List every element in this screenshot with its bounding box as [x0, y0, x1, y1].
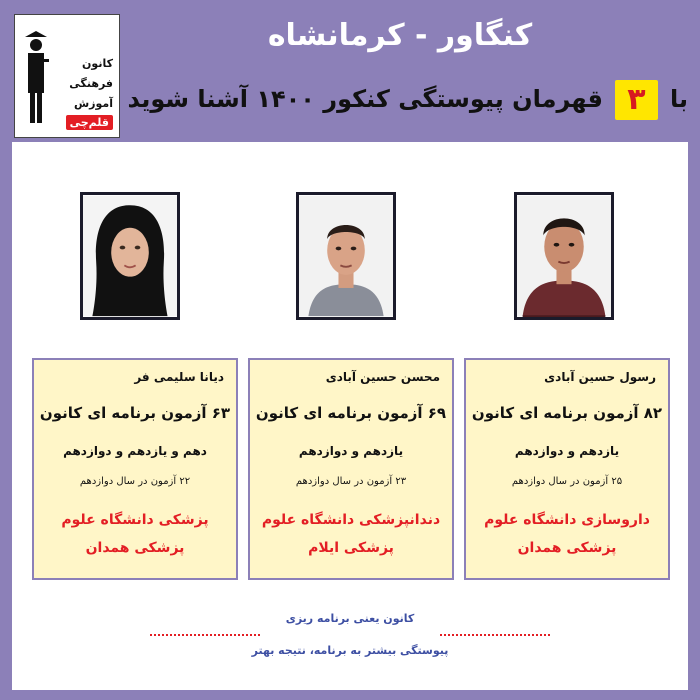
footer-slogan: کانون یعنی برنامه ریزی [285, 612, 415, 625]
subtitle-post: قهرمان پیوستگی کنکور ۱۴۰۰ آشنا شوید [127, 85, 603, 113]
portrait-boy-icon [299, 195, 393, 317]
student-twelfth-exams: ۲۵ آزمون در سال دوازدهم [511, 476, 623, 487]
footer-tagline: پیوستگی بیشتر به برنامه، نتیجه بهتر [251, 644, 449, 657]
subtitle-pre: با [669, 85, 688, 113]
student-card-mohsen [248, 358, 454, 580]
page-title: کنگاور - کرمانشاه [267, 18, 533, 53]
logo-line-4: قلم‌چی [66, 115, 113, 130]
logo-line-1: کانون [82, 57, 113, 70]
student-photo-diana [80, 192, 180, 320]
student-photo-mohsen [296, 192, 396, 320]
student-grades: یازدهم و دوازدهم [514, 444, 620, 458]
student-exam-count: ۶۹ آزمون برنامه ای کانون [255, 404, 447, 422]
content-panel [12, 142, 688, 690]
student-university: دندانپزشکی دانشگاه علوم پزشکی ایلام [261, 512, 441, 556]
student-university: پزشکی دانشگاه علوم پزشکی همدان [61, 512, 209, 556]
student-name: محسن حسین آبادی [325, 370, 440, 384]
footer-divider-left [150, 634, 260, 636]
portrait-boy-shirt-icon [517, 195, 611, 317]
student-twelfth-exams: ۲۳ آزمون در سال دوازدهم [295, 476, 407, 487]
student-photo-rasoul [514, 192, 614, 320]
logo-line-3: آموزش [74, 97, 113, 110]
header-banner [0, 0, 700, 130]
page-subtitle [128, 80, 688, 120]
student-grades: یازدهم و دوازدهم [298, 444, 404, 458]
footer-divider-right [440, 634, 550, 636]
subtitle-number-badge: ۳ [615, 80, 657, 120]
student-card-diana [32, 358, 238, 580]
logo-line-2: فرهنگی [69, 77, 113, 90]
student-exam-count: ۶۳ آزمون برنامه ای کانون [39, 404, 231, 422]
student-name: رسول حسین آبادی [544, 370, 656, 384]
student-exam-count: ۸۲ آزمون برنامه ای کانون [471, 404, 663, 422]
portrait-hijab-icon [83, 195, 177, 317]
student-name: دیانا سلیمی فر [134, 370, 224, 384]
kanoon-logo [14, 14, 120, 138]
student-grades: دهم و یازدهم و دوازدهم [63, 444, 207, 458]
student-twelfth-exams: ۲۲ آزمون در سال دوازدهم [79, 476, 191, 487]
student-card-rasoul [464, 358, 670, 580]
graduate-figure-icon [23, 29, 49, 125]
student-university: داروسازی دانشگاه علوم پزشکی همدان [484, 512, 650, 556]
